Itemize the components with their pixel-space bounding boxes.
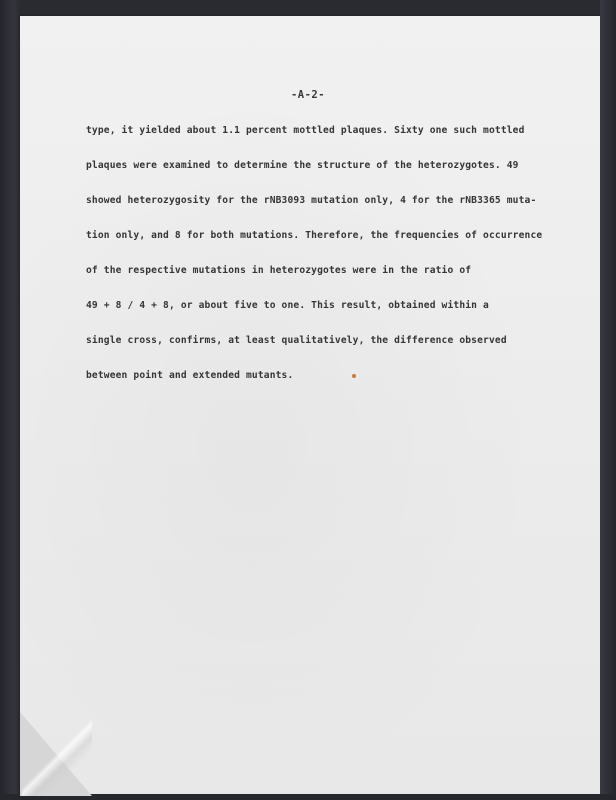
bottom-border (0, 794, 616, 800)
typed-paragraph (86, 124, 566, 404)
text-line-1: type, it yielded about 1.1 percent mottled plaques. Sixty one such mottled (86, 125, 525, 136)
faint-watermark (70, 465, 540, 585)
folded-corner-highlight (22, 716, 92, 796)
text-line-7: single cross, confirms, at least qualitatively, the difference observed (86, 335, 507, 346)
folder-edge (600, 0, 616, 800)
text-line-6: 49 + 8 / 4 + 8, or about five to one. This result, obtained within a (86, 300, 489, 311)
ink-stain-mark (352, 374, 356, 378)
text-line-2: plaques were examined to determine the structure of the heterozygotes. 49 (86, 160, 519, 171)
text-line-8: between point and extended mutants. (86, 370, 294, 381)
text-line-4: tion only, and 8 for both mutations. Therefore, the frequencies of occurrence (86, 230, 543, 241)
text-line-5: of the respective mutations in heterozygotes were in the ratio of (86, 265, 472, 276)
text-line-3: showed heterozygosity for the rNB3093 mutation only, 4 for the rNB3365 muta- (86, 195, 537, 206)
page-number: -A-2- (290, 89, 326, 101)
